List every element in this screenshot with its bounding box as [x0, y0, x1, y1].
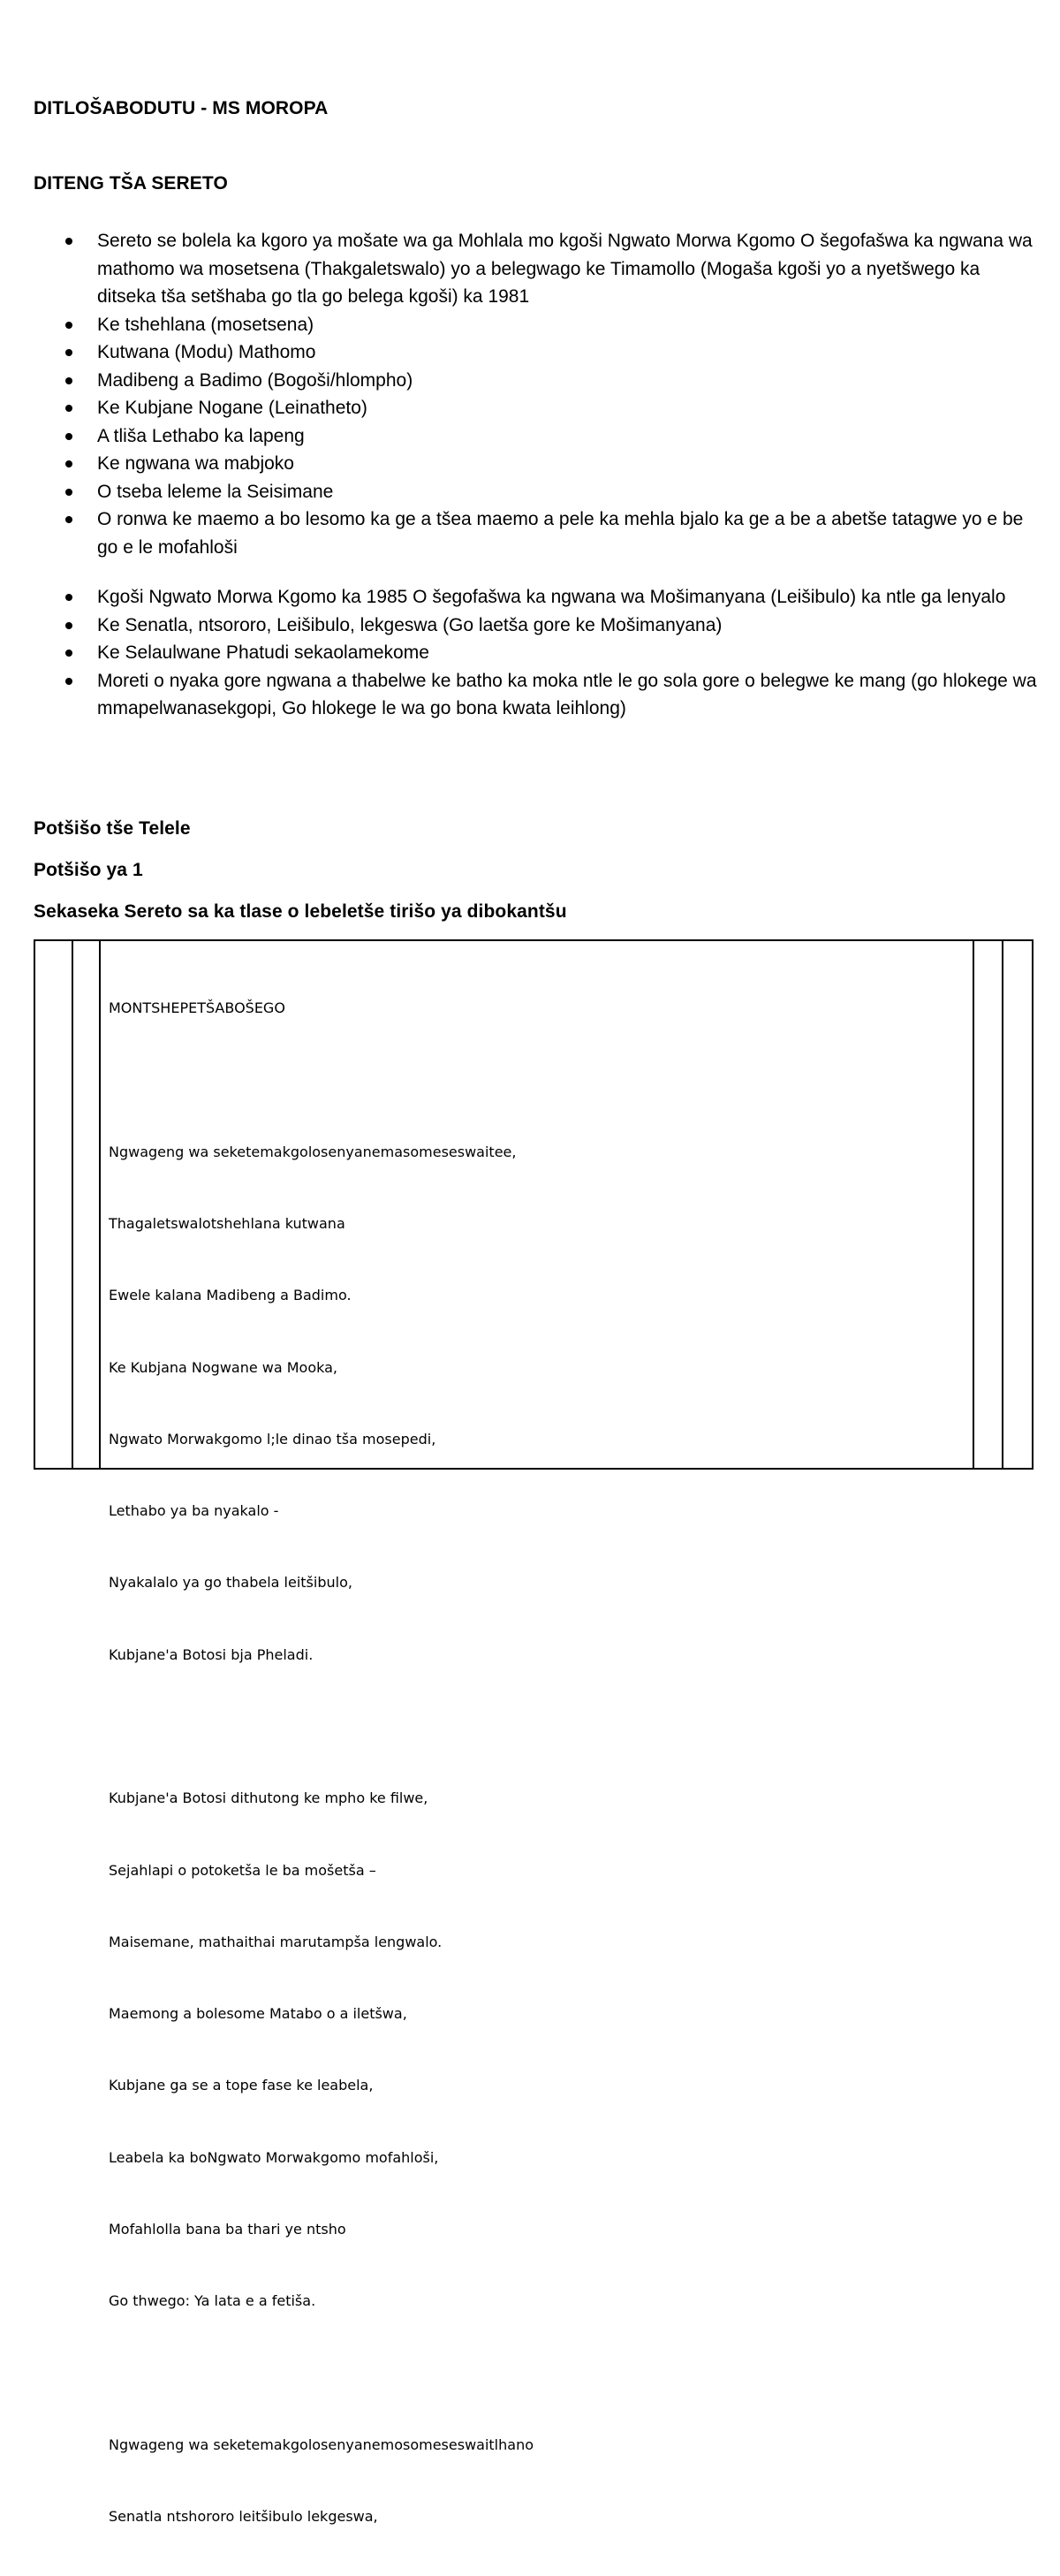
list-item: Kgoši Ngwato Morwa Kgomo ka 1985 O šegofašwa ka ngwana wa Mošimanyana (Leišibulo) ka ntle ga lenyalo	[34, 583, 1041, 612]
poem-line: Maemong a bolesome Matabo o a iletšwa,	[109, 2005, 407, 2023]
document-title: DITLOŠABODUTU - MS MOROPA	[34, 98, 329, 118]
bullet-icon	[65, 433, 72, 440]
table-divider	[99, 941, 101, 1468]
bullet-icon	[65, 377, 72, 384]
bullet-icon	[65, 322, 72, 329]
bullet-icon	[65, 489, 72, 496]
list-item: Madibeng a Badimo (Bogoši/hlompho)	[34, 367, 1041, 395]
poem-line: Go thwego: Ya lata e a fetiša.	[109, 2292, 316, 2310]
features-list-1	[34, 227, 1041, 561]
poem-line: Kubjane ga se a tope fase ke leabela,	[109, 2077, 374, 2094]
poem-line: Ngwato Morwakgomo l;le dinao tša mosepedi,	[109, 1430, 436, 1448]
table-divider	[1002, 941, 1003, 1468]
poem-line: Leabela ka boNgwato Morwakgomo mofahloši,	[109, 2148, 439, 2166]
poem-line: Ewele kalana Madibeng a Badimo.	[109, 1287, 352, 1304]
poem-text	[109, 948, 948, 2576]
bullet-icon	[65, 238, 72, 245]
blank-line	[109, 2361, 948, 2385]
poem-line: Kubjane'a Botosi dithutong ke mpho ke filwe,	[109, 1790, 428, 1807]
list-item: Ke Kubjane Nogane (Leinatheto)	[34, 394, 1041, 422]
question-label: Potšišo ya 1	[34, 860, 143, 880]
bullet-icon	[65, 594, 72, 601]
list-item: O tseba leleme la Seisimane	[34, 478, 1041, 506]
bullet-icon	[65, 678, 72, 685]
poem-table	[34, 939, 1034, 2526]
section-heading: DITENG TŠA SERETO	[34, 173, 228, 194]
list-item: Moreti o nyaka gore ngwana a thabelwe ke batho ka moka ntle le go sola gore o belegwe ke mang (go hlokege wa mmapelwanasekgopi, Go hlokege le wa go bona kwata leihlong)	[34, 667, 1041, 723]
bullet-icon	[65, 349, 72, 356]
blank-line	[109, 1068, 948, 1091]
list-item: Sereto se bolela ka kgoro ya mošate wa ga Mohlala mo kgoši Ngwato Morwa Kgomo O šegofašwa ka ngwana wa mathomo wa mosetsena (Thakgaletswalo) yo a belegwago ke Timamollo (Mogaša kgoši yo a nyetšwego ka ditseka tša setšhaba go tla go belega kgoši) ka 1981	[34, 227, 1041, 311]
questions-heading: Potšišo tše Telele	[34, 818, 191, 839]
bullet-icon	[65, 622, 72, 629]
poem-title: MONTSHEPETŠABOŠEGO	[109, 999, 285, 1017]
table-divider	[973, 941, 974, 1468]
bullet-icon	[65, 650, 72, 657]
list-item: Ke tshehlana (mosetsena)	[34, 311, 1041, 339]
poem-line: Senatla ntshororo leitšibulo lekgeswa,	[109, 2508, 378, 2526]
poem-line: Ke Kubjana Nogwane wa Mooka,	[109, 1358, 338, 1376]
poem-line: Ngwageng wa seketemakgolosenyanemasomeseswaitee,	[109, 1143, 517, 1160]
list-item: Ke Selaulwane Phatudi sekaolamekome	[34, 639, 1041, 667]
table-divider	[72, 941, 73, 1468]
poem-line: Thagaletswalotshehlana kutwana	[109, 1215, 345, 1233]
poem-line: Nyakalalo ya go thabela leitšibulo,	[109, 1574, 352, 1592]
poem-line: Ngwageng wa seketemakgolosenyanemosomeseswaitlhano	[109, 2435, 534, 2453]
poem-line: Mofahlolla bana ba thari ye ntsho	[109, 2220, 346, 2238]
list-item: O ronwa ke maemo a bo lesomo ka ge a tšea maemo a pele ka mehla bjalo ka ge a be a abetše tatagwe yo e be go e le mofahloši	[34, 505, 1041, 561]
features-list-2	[34, 583, 1041, 723]
poem-line: Maisemane, mathaithai marutampša lengwalo.	[109, 1933, 443, 1950]
bullet-icon	[65, 460, 72, 467]
blank-line	[109, 1714, 948, 1738]
list-item: Kutwana (Modu) Mathomo	[34, 338, 1041, 367]
list-item: Ke Senatla, ntsororo, Leišibulo, lekgeswa (Go laetša gore ke Mošimanyana)	[34, 612, 1041, 640]
bullet-icon	[65, 516, 72, 523]
list-item: Ke ngwana wa mabjoko	[34, 450, 1041, 478]
poem-line: Sejahlapi o potoketša le ba mošetša –	[109, 1861, 376, 1879]
poem-line: Lethabo ya ba nyakalo -	[109, 1502, 279, 1520]
list-item: A tliša Lethabo ka lapeng	[34, 422, 1041, 451]
poem-line: Kubjane'a Botosi bja Pheladi.	[109, 1645, 314, 1663]
question-instruction: Sekaseka Sereto sa ka tlase o lebeletše tirišo ya dibokantšu	[34, 901, 567, 922]
bullet-icon	[65, 405, 72, 412]
